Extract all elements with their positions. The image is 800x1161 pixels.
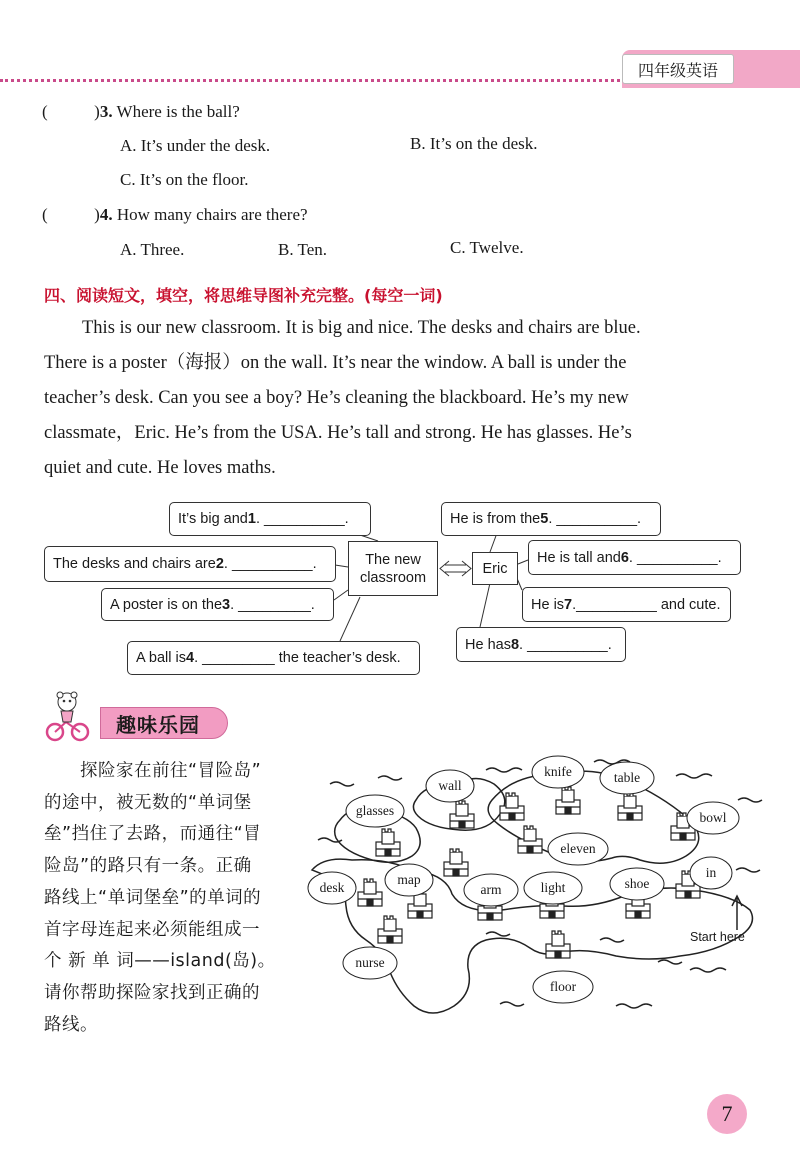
word-label: nurse	[355, 955, 385, 970]
header-dotted-line	[0, 79, 625, 82]
mindmap-blank-5[interactable]	[441, 502, 661, 536]
page-number: 7	[721, 1101, 733, 1126]
b8-pre: He has	[465, 636, 511, 653]
passage-line: classmate，Eric. He’s from the USA. He’s tall and strong. He has glasses. He’s	[44, 423, 632, 443]
passage-line: teacher’s desk. Can you see a boy? He’s cleaning the blackboard. He’s my new	[44, 388, 629, 408]
castle-icon[interactable]	[378, 916, 402, 943]
q3-number: 3.	[99, 102, 113, 121]
castle-icon[interactable]	[376, 829, 400, 856]
mindmap-center-classroom	[348, 541, 438, 596]
castle-icon[interactable]	[556, 787, 580, 814]
b4-pre: A ball is	[136, 650, 186, 666]
b8-num: 8	[510, 636, 520, 653]
section-4-title: 四、阅读短文，填空，将思维导图补充完整。(每空一词)	[44, 286, 443, 305]
question-3	[42, 102, 240, 122]
header-subject: 四年级英语	[637, 60, 718, 80]
b2-num: 2	[215, 556, 224, 572]
mindmap-blank-8[interactable]	[456, 627, 626, 662]
b6-num: 6	[620, 549, 629, 566]
center-classroom-label: The new classroom	[359, 551, 427, 586]
story-line: 请你帮助探险家找到正确的	[44, 982, 260, 1003]
q4-option-b: B. Ten.	[278, 240, 328, 259]
q4-number: 4.	[99, 205, 113, 224]
mindmap-blank-4[interactable]	[127, 641, 420, 675]
b3-num: 3	[222, 596, 231, 613]
castle-icon[interactable]	[618, 793, 642, 820]
b5-post: . __________.	[548, 511, 642, 527]
passage-line: There is a poster（海报）on the wall. It’s near the window. A ball is under the	[44, 353, 627, 373]
word-oval-bowl[interactable]	[687, 802, 739, 834]
word-oval-glasses[interactable]	[346, 795, 404, 827]
q4-text: How many chairs are there?	[116, 205, 308, 224]
b4-post: . _________ the teacher’s desk.	[194, 650, 401, 666]
question-4	[42, 205, 308, 225]
passage-line: quiet and cute. He loves maths.	[44, 458, 276, 478]
q4-option-c: C. Twelve.	[450, 238, 524, 257]
word-label: eleven	[560, 841, 596, 856]
word-label: wall	[438, 778, 462, 793]
story-line: 垒”挡住了去路，而通往“冒	[44, 824, 262, 845]
b6-pre: He is tall and	[537, 549, 621, 566]
q3-option-c: C. It’s on the floor.	[120, 170, 249, 189]
castle-icon[interactable]	[518, 826, 542, 853]
page-number-badge	[707, 1094, 747, 1134]
story-line: 路线。	[44, 1014, 98, 1035]
q4-paren-close: )	[94, 205, 100, 224]
word-label: table	[613, 770, 641, 785]
mindmap-blank-1[interactable]	[169, 502, 371, 536]
b2-pre: The desks and chairs are	[53, 556, 216, 572]
b7-pre: He is	[531, 596, 565, 613]
fun-title: 趣味乐园	[116, 713, 200, 737]
word-label: glasses	[355, 803, 395, 818]
mindmap-center-eric	[472, 552, 518, 585]
word-oval-desk[interactable]	[308, 872, 356, 904]
story-line: 险岛”的路只有一条。正确	[44, 856, 252, 877]
word-oval-floor[interactable]	[533, 971, 593, 1003]
word-label: shoe	[624, 876, 650, 891]
word-oval-arm[interactable]	[464, 874, 518, 906]
start-here-label: Start here	[690, 930, 745, 944]
mindmap-blank-6[interactable]	[528, 540, 741, 575]
b5-pre: He is from the	[450, 511, 541, 527]
castle-icon[interactable]	[450, 801, 474, 828]
b7-post: .__________ and cute.	[572, 596, 721, 613]
castle-icon[interactable]	[444, 849, 468, 876]
word-oval-light[interactable]	[524, 872, 582, 904]
b6-post: . __________.	[628, 549, 722, 566]
word-label: light	[540, 880, 566, 895]
q3-paren-close: )	[94, 102, 100, 121]
bear-bike-icon	[44, 690, 90, 742]
mindmap-blank-2[interactable]	[44, 546, 336, 582]
word-oval-shoe[interactable]	[610, 868, 664, 900]
q3-text: Where is the ball?	[116, 102, 240, 121]
b3-post: . _________.	[230, 596, 315, 613]
mindmap-blank-7[interactable]	[522, 587, 731, 622]
word-oval-nurse[interactable]	[343, 947, 397, 979]
word-label: desk	[319, 880, 345, 895]
b7-num: 7	[564, 596, 573, 613]
story-line: 个 新 单 词——island(岛)。	[44, 951, 276, 972]
center-eric-label: Eric	[482, 560, 508, 577]
b4-num: 4	[185, 650, 195, 666]
word-label: map	[397, 872, 421, 887]
story-line: 的途中，被无数的“单词堡	[44, 792, 252, 813]
story-line: 探险家在前往“冒险岛”	[80, 761, 262, 781]
b5-num: 5	[540, 511, 549, 527]
word-label: bowl	[699, 810, 727, 825]
b2-post: . __________.	[223, 556, 317, 572]
b1-num: 1	[247, 511, 256, 527]
q4-paren: (	[42, 205, 48, 224]
castle-icon[interactable]	[546, 931, 570, 958]
b1-pre: It’s big and	[178, 511, 248, 527]
word-oval-eleven[interactable]	[548, 833, 608, 865]
header-label	[622, 54, 734, 84]
passage-line: This is our new classroom. It is big and nice. The desks and chairs are blue.	[82, 318, 641, 338]
story-line: 路线上“单词堡垒”的单词的	[44, 887, 262, 908]
q3-option-b: B. It’s on the desk.	[410, 134, 538, 153]
reading-passage	[44, 311, 764, 486]
word-oval-map[interactable]	[385, 864, 433, 896]
fun-story	[44, 756, 294, 1041]
word-oval-wall[interactable]	[426, 770, 474, 802]
b8-post: . __________.	[519, 636, 612, 653]
island-map	[300, 750, 770, 1020]
q3-paren: (	[42, 102, 48, 121]
word-label: in	[705, 865, 717, 880]
castle-icon[interactable]	[358, 879, 382, 906]
b1-post: . __________.	[255, 511, 349, 527]
mindmap-blank-3[interactable]	[101, 588, 334, 621]
story-line: 首字母连起来必须能组成一	[44, 919, 260, 940]
b3-pre: A poster is on the	[110, 596, 223, 613]
word-label: floor	[549, 979, 577, 994]
q3-option-a: A. It’s under the desk.	[120, 136, 271, 155]
q4-option-a: A. Three.	[120, 240, 185, 259]
word-oval-table[interactable]	[600, 762, 654, 794]
word-oval-in[interactable]	[690, 857, 732, 889]
word-label: knife	[544, 764, 572, 779]
word-oval-knife[interactable]	[532, 756, 584, 788]
word-label: arm	[480, 882, 502, 897]
